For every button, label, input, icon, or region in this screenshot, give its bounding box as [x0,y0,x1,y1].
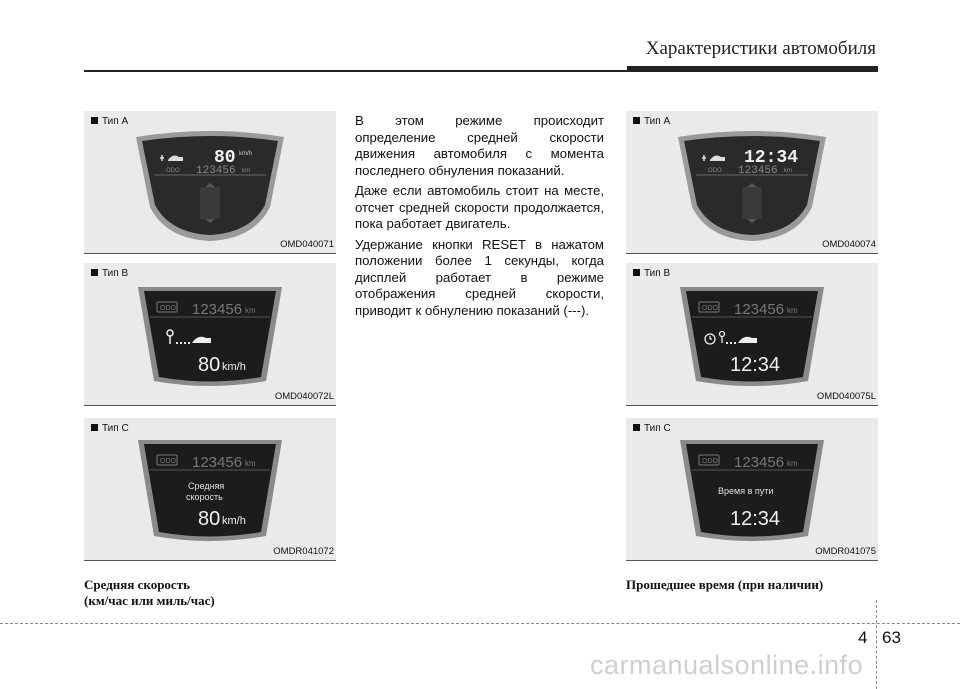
figure-tag: Тип А [633,116,670,127]
odo-label: ODO [708,168,722,174]
odo-label: ODO [160,305,176,312]
figure-left-type-a [84,111,336,254]
bullet-square-icon [633,424,640,431]
odo-value: 123456 [192,454,243,471]
odo-unit: km [245,306,256,315]
bullet-square-icon [91,424,98,431]
figure-code: OMDR041072 [273,546,334,557]
figure-tag: Тип C [633,423,671,434]
odo-value: 123456 [738,165,778,177]
header-rule-accent [627,66,878,72]
odo-label: ODO [160,458,176,465]
watermark: carmanualsonline.info [590,650,864,680]
figure-tag: Тип C [91,423,129,434]
odo-value: 123456 [196,165,236,177]
time-readout: 12:34 [744,148,799,168]
figure-left-type-c [84,418,336,561]
mode-label: Время в пути [718,486,774,496]
figure-right-type-b [626,263,878,406]
header-title: Характеристики автомобиля [645,38,876,59]
lcd-display-illustration [84,418,336,561]
figure-tag: Тип B [633,268,670,279]
time-readout: 12:34 [730,354,781,376]
cluster-shield-illustration [626,111,878,254]
bullet-square-icon [633,269,640,276]
odo-value: 123456 [734,301,785,318]
left-caption: Средняя скорость (км/час или миль/час) [84,577,215,608]
figure-tag: Тип B [91,268,128,279]
speed-readout: 80 [214,148,236,168]
lcd-display-illustration [626,418,878,561]
digit-placeholder-icon [200,187,220,219]
figure-left-type-b [84,263,336,406]
odo-value: 123456 [734,454,785,471]
lcd-display-illustration [84,263,336,406]
odo-label: ODO [702,458,718,465]
odo-unit: km [787,459,798,468]
odo-label: ODO [702,305,718,312]
figure-code: OMD040071 [280,239,334,250]
figure-code: OMDR041075 [815,546,876,557]
mode-label: Средняя [188,481,225,491]
figure-code: OMD040075L [816,391,876,402]
odo-unit: km [787,306,798,315]
lcd-display-illustration [626,263,878,406]
paragraph: Даже если автомобиль стоит на месте, отсчет средней скорости продолжается, пока работает двигатель. [355,183,604,231]
digit-placeholder-icon [742,187,762,219]
page-number: 63 [882,628,901,647]
figure-right-type-c [626,418,878,561]
odo-unit: km [784,168,792,174]
paragraph: В этом режиме происходит определение средней скорости движения автомобиля с момента последнего обнуления показаний. [355,113,604,178]
odo-label: ODO [166,168,180,174]
footer-rule [0,623,960,624]
speed-readout: 80 [198,508,221,530]
speed-unit: km/h [239,151,253,157]
bullet-square-icon [633,117,640,124]
header-rule [84,70,629,72]
figure-code: OMD040072L [274,391,334,402]
paragraph: Удержание кнопки RESET в нажатом положении более 1 секунды, когда дисплей работает в режиме отображения средней скорости, приводит к обнулению показаний (---). [355,236,604,318]
right-caption: Прошедшее время (при наличии) [626,577,824,592]
figure-tag: Тип А [91,116,128,127]
bullet-square-icon [91,117,98,124]
speed-unit: km/h [222,361,246,373]
odo-value: 123456 [192,301,243,318]
odo-unit: km [242,168,250,174]
time-readout: 12:34 [730,508,781,530]
chapter-number: 4 [858,628,868,647]
speed-unit: km/h [222,515,246,527]
cluster-shield-illustration [84,111,336,254]
figure-right-type-a [626,111,878,254]
footer-divider [876,600,877,689]
speed-readout: 80 [198,354,221,376]
bullet-square-icon [91,269,98,276]
mode-label: скорость [186,492,223,502]
body-text [355,113,604,323]
odo-unit: km [245,459,256,468]
figure-code: OMD040074 [822,239,876,250]
